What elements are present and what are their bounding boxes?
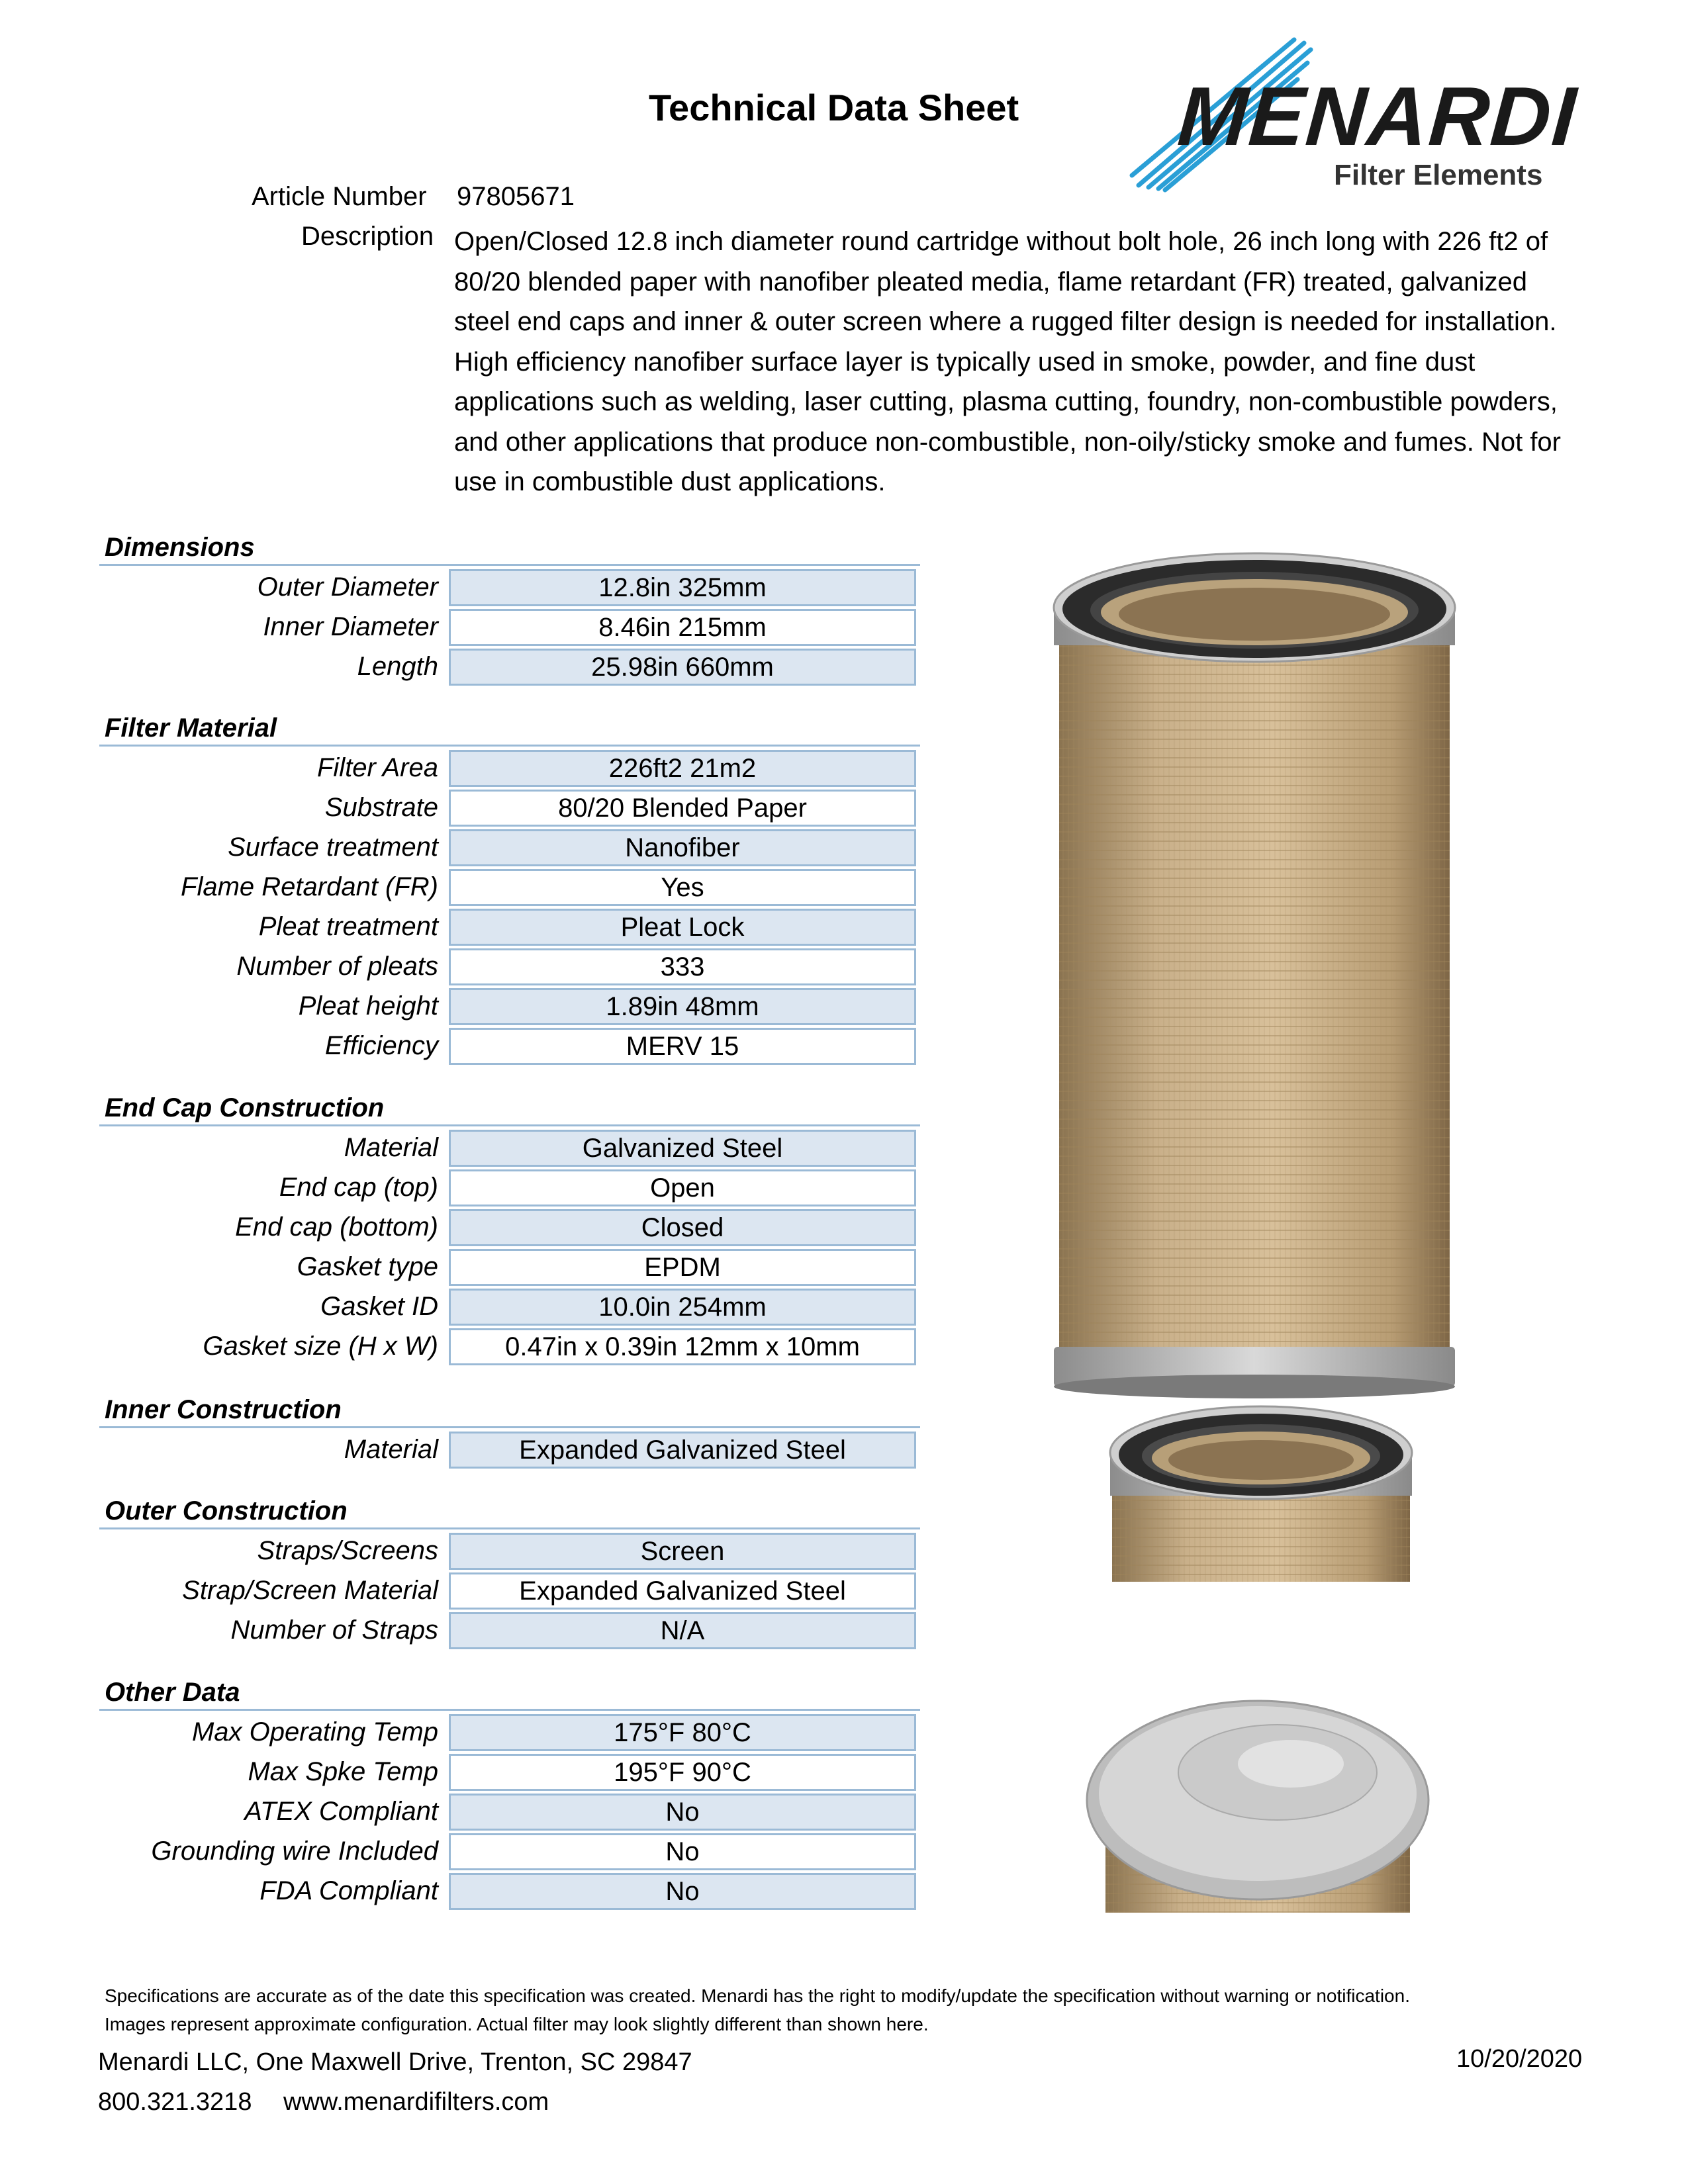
article-number-value: 97805671 xyxy=(457,182,575,211)
section-title-end-cap: End Cap Construction xyxy=(105,1093,385,1122)
row-label: Number of Straps xyxy=(230,1615,438,1645)
row-value: MERV 15 xyxy=(449,1028,916,1065)
row-label: End cap (bottom) xyxy=(235,1212,438,1242)
row-value: 80/20 Blended Paper xyxy=(449,790,916,827)
row-label: Efficiency xyxy=(324,1031,438,1060)
row-label: Gasket ID xyxy=(320,1292,438,1321)
description-label: Description xyxy=(301,222,434,251)
row-label: Max Spke Temp xyxy=(248,1757,438,1786)
filter-cartridge-image xyxy=(1039,549,1470,1406)
section-divider xyxy=(99,1124,920,1126)
section-divider xyxy=(99,1426,920,1428)
footnote-line: Images represent approximate configuration. Actual filter may look slightly different than shown here. xyxy=(105,2014,929,2034)
row-value: 1.89in 48mm xyxy=(449,988,916,1025)
row-label: Gasket type xyxy=(297,1252,438,1281)
row-label: Filter Area xyxy=(316,753,438,782)
section-title-filter-material: Filter Material xyxy=(105,713,277,743)
row-value: Galvanized Steel xyxy=(449,1130,916,1167)
section-title-other: Other Data xyxy=(105,1678,240,1707)
row-label: Material xyxy=(344,1133,438,1162)
row-label: Outer Diameter xyxy=(257,572,438,602)
footer-address: Menardi LLC, One Maxwell Drive, Trenton, SC 29847 xyxy=(98,2048,692,2076)
row-value: 226ft2 21m2 xyxy=(449,750,916,787)
section-title-outer: Outer Construction xyxy=(105,1496,348,1525)
row-value: 333 xyxy=(449,948,916,985)
row-value: 12.8in 325mm xyxy=(449,569,916,606)
row-label: Length xyxy=(357,652,438,681)
row-label: Inner Diameter xyxy=(263,612,438,641)
row-value: Yes xyxy=(449,869,916,906)
row-value: Expanded Galvanized Steel xyxy=(449,1432,916,1469)
row-value: No xyxy=(449,1833,916,1870)
page-title: Technical Data Sheet xyxy=(649,87,1019,128)
section-title-dimensions: Dimensions xyxy=(105,533,255,562)
section-divider xyxy=(99,745,920,747)
row-label: FDA Compliant xyxy=(259,1876,438,1905)
row-label: Surface treatment xyxy=(228,833,438,862)
menardi-logo xyxy=(1125,36,1582,195)
row-value: Expanded Galvanized Steel xyxy=(449,1572,916,1610)
row-label: Pleat treatment xyxy=(258,912,438,941)
row-value: Nanofiber xyxy=(449,829,916,866)
logo-subtitle: Filter Elements xyxy=(1334,159,1543,191)
filter-bottom-cap-image xyxy=(1079,1694,1436,1916)
row-value: 0.47in x 0.39in 12mm x 10mm xyxy=(449,1328,916,1365)
row-value: Closed xyxy=(449,1209,916,1246)
row-label: Flame Retardant (FR) xyxy=(181,872,438,901)
row-value: Screen xyxy=(449,1533,916,1570)
section-divider xyxy=(99,1709,920,1711)
row-label: Grounding wire Included xyxy=(151,1837,438,1866)
logo-wordmark: MENARDI xyxy=(1175,69,1580,163)
row-value: 8.46in 215mm xyxy=(449,609,916,646)
article-number-label: Article Number xyxy=(252,182,427,211)
row-value: N/A xyxy=(449,1612,916,1649)
row-label: Material xyxy=(344,1435,438,1464)
row-label: Pleat height xyxy=(298,991,438,1021)
filter-top-view-image xyxy=(1102,1403,1420,1585)
row-label: Substrate xyxy=(324,793,438,822)
footer-website[interactable]: www.menardifilters.com xyxy=(283,2088,549,2116)
section-title-inner: Inner Construction xyxy=(105,1395,342,1424)
footer-phone: 800.321.3218 xyxy=(98,2088,252,2116)
row-label: End cap (top) xyxy=(279,1173,438,1202)
row-label: ATEX Compliant xyxy=(244,1797,438,1826)
description-text: Open/Closed 12.8 inch diameter round cartridge without bolt hole, 26 inch long with 226 ft2 of 80/20 blended paper with nanofiber pleated media, flame retardant (FR) treated, galvanized steel end caps and inner & outer screen where a rugged filter design is needed for installation. High efficiency nanofiber surface layer is typically used in smoke, powder, and fine dust applications such as welding, laser cutting, plasma cutting, foundry, non-combustible powders, and other applications that produce non-combustible, non-oily/sticky smoke and fumes. Not for use in combustible dust applications. xyxy=(454,227,1561,496)
row-value: 195°F 90°C xyxy=(449,1754,916,1791)
footnote-line: Specifications are accurate as of the date this specification was created. Menardi has the right to modify/update the specification without warning or notification. xyxy=(105,1985,1410,2006)
section-divider xyxy=(99,1527,920,1529)
row-value: No xyxy=(449,1794,916,1831)
row-label: Straps/Screens xyxy=(257,1536,438,1565)
row-value: 25.98in 660mm xyxy=(449,649,916,686)
row-value: No xyxy=(449,1873,916,1910)
row-value: Pleat Lock xyxy=(449,909,916,946)
section-divider xyxy=(99,564,920,566)
row-label: Max Operating Temp xyxy=(191,1717,438,1747)
row-label: Number of pleats xyxy=(236,952,438,981)
row-value: 175°F 80°C xyxy=(449,1714,916,1751)
row-label: Strap/Screen Material xyxy=(182,1576,438,1605)
row-value: Open xyxy=(449,1169,916,1206)
footer-date: 10/20/2020 xyxy=(1456,2045,1583,2073)
row-value: 10.0in 254mm xyxy=(449,1289,916,1326)
row-label: Gasket size (H x W) xyxy=(203,1332,438,1361)
row-value: EPDM xyxy=(449,1249,916,1286)
